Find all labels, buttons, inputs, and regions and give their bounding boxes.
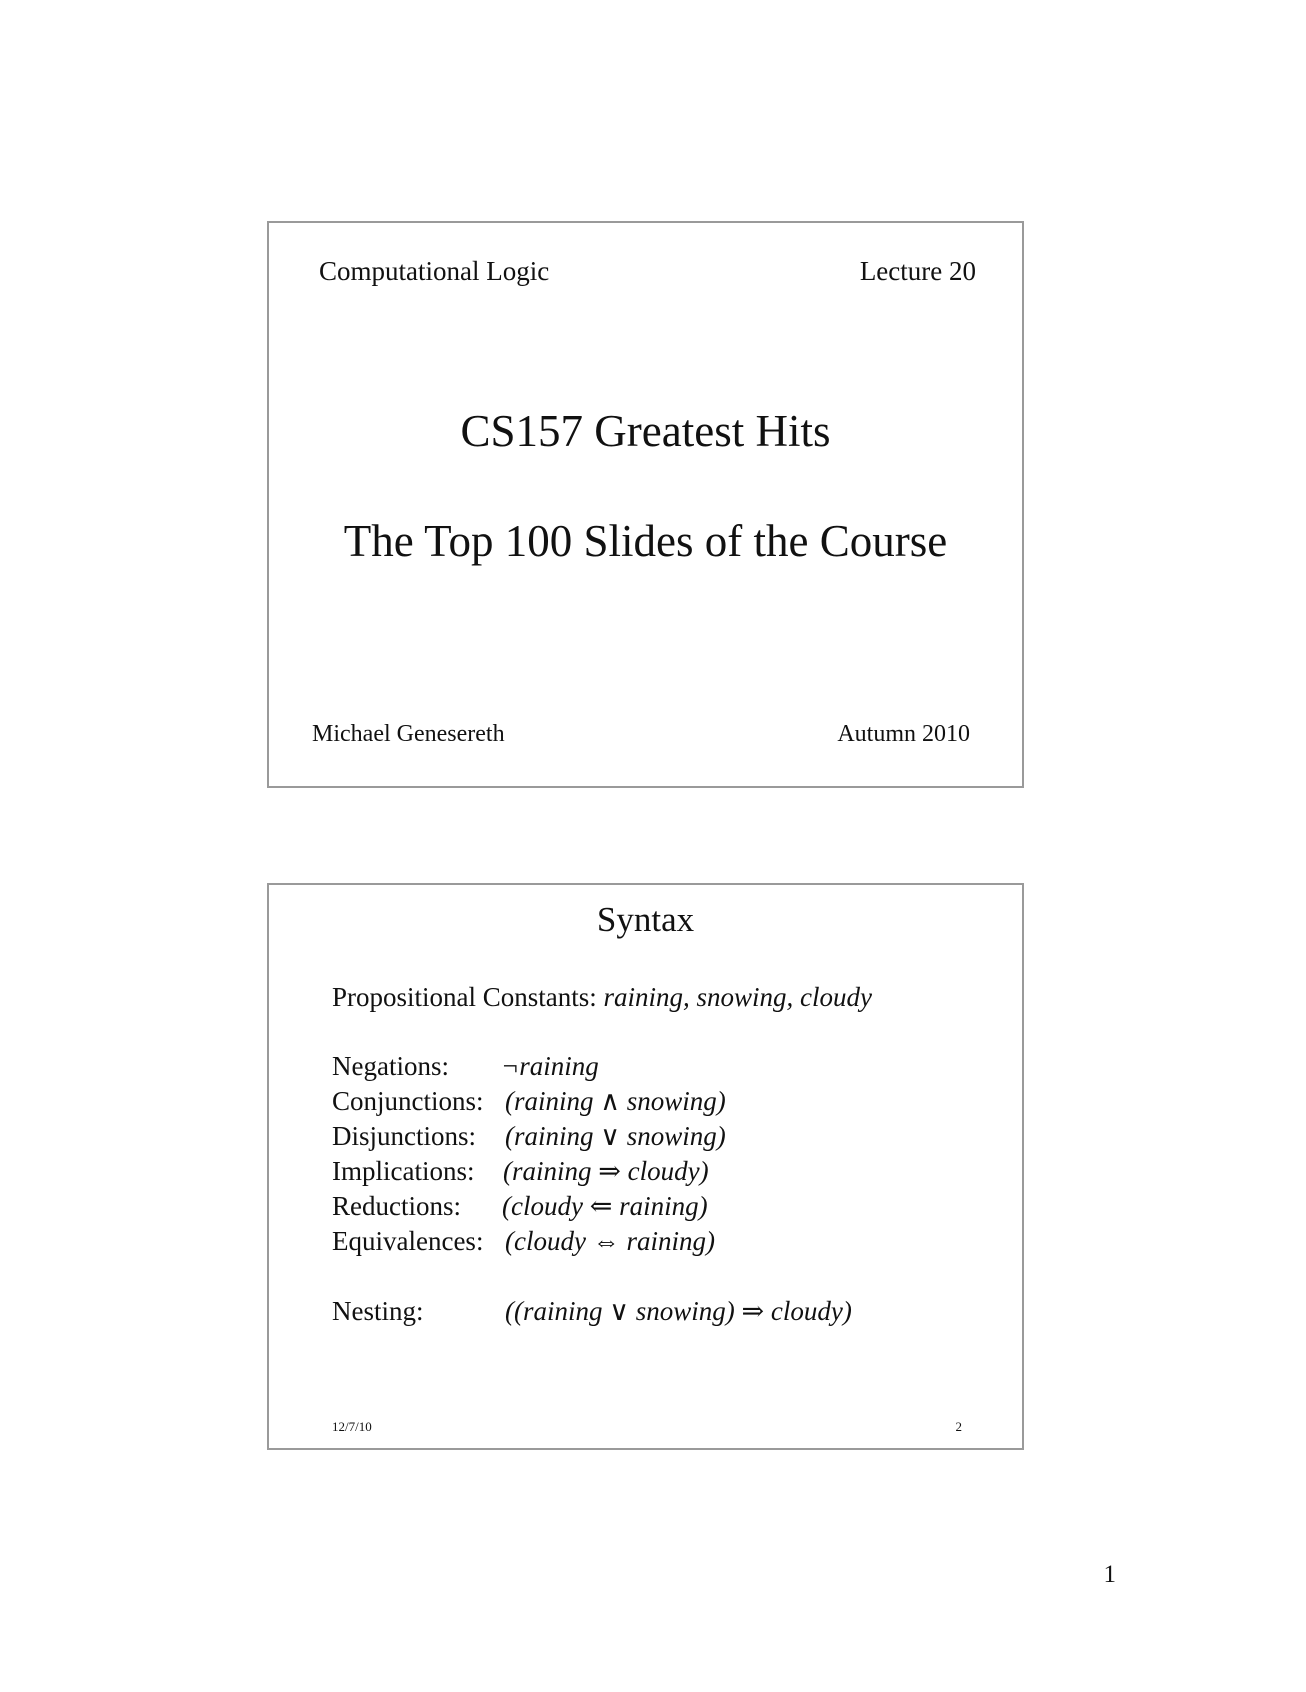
row-label: Nesting: — [332, 1296, 424, 1326]
author-name: Michael Genesereth — [312, 721, 505, 747]
slide-title: CS157 Greatest Hits — [460, 406, 831, 456]
row-expression: (raining ∨ snowing) — [505, 1121, 726, 1151]
row-label: Conjunctions: — [332, 1086, 484, 1116]
slide-title: Syntax — [596, 900, 695, 939]
course-name: Computational Logic — [319, 256, 550, 286]
syntax-slide — [267, 883, 1024, 1450]
title-slide — [267, 221, 1024, 788]
page-number: 1 — [1103, 1561, 1116, 1588]
row-expression: ¬raining — [501, 1051, 599, 1081]
row-label: Disjunctions: — [332, 1121, 477, 1151]
row-label: Equivalences: — [332, 1226, 484, 1256]
row-expression: (raining ∧ snowing) — [505, 1086, 726, 1116]
lecture-number: Lecture 20 — [859, 256, 976, 286]
row-expression: (cloudy ⇔ raining) — [505, 1226, 715, 1256]
row-expression: (cloudy ⇐ raining) — [502, 1191, 708, 1221]
row-label: Reductions: — [332, 1191, 461, 1221]
slide-date: 12/7/10 — [332, 1419, 372, 1434]
row-expression: (raining ⇒ cloudy) — [503, 1156, 709, 1186]
constants-label: Propositional Constants: — [332, 982, 604, 1012]
constants-values: raining, snowing, cloudy — [603, 982, 873, 1012]
constants-line — [332, 982, 872, 1013]
term-label: Autumn 2010 — [837, 721, 970, 747]
row-expression: ((raining ∨ snowing) ⇒ cloudy) — [505, 1296, 852, 1326]
slide-number: 2 — [955, 1419, 962, 1434]
row-label: Negations: — [332, 1051, 449, 1081]
row-label: Implications: — [332, 1156, 475, 1186]
slide-subtitle: The Top 100 Slides of the Course — [343, 516, 948, 566]
